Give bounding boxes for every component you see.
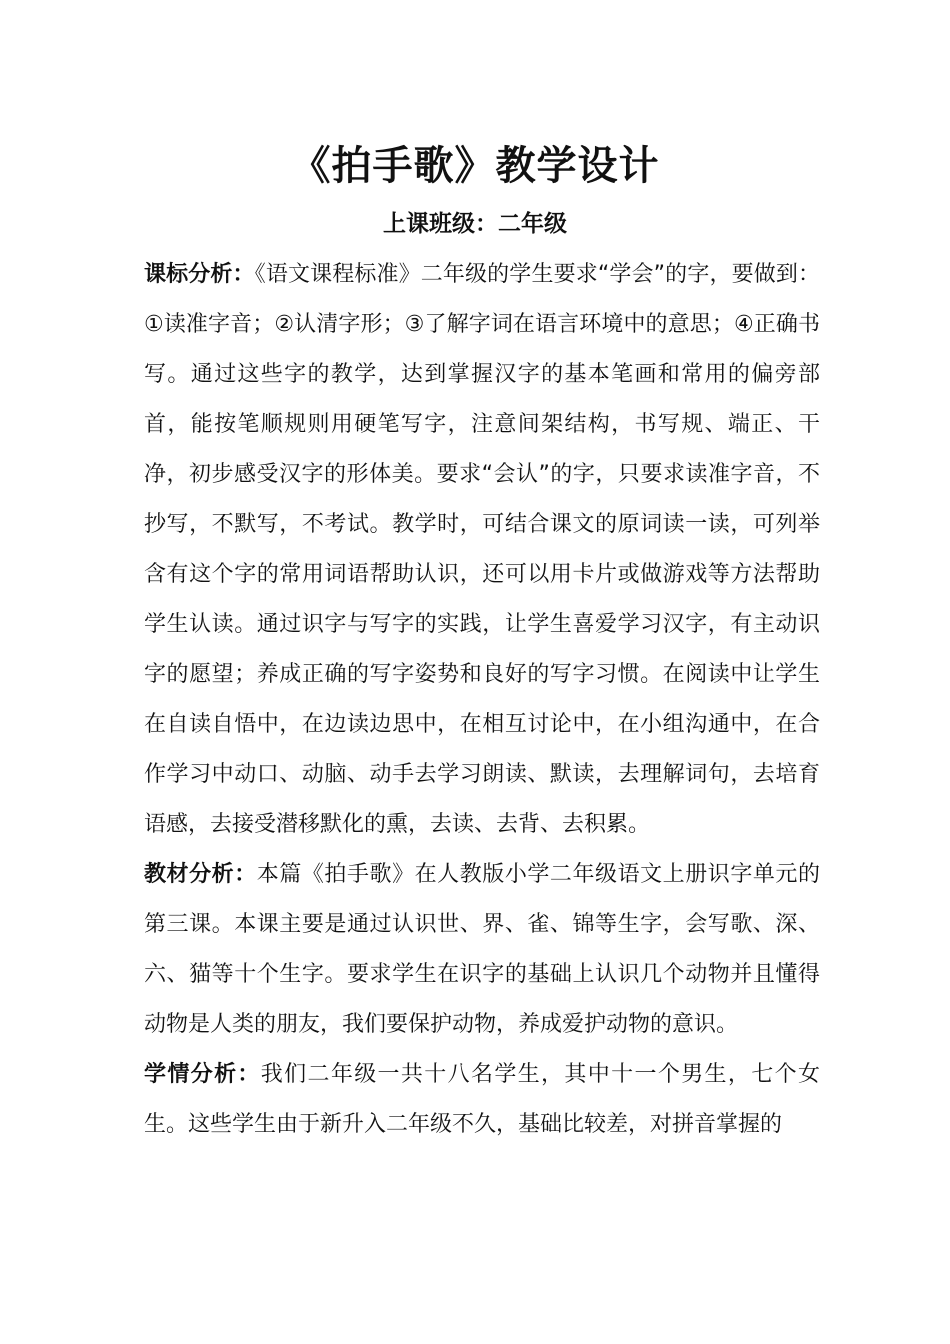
curriculum-analysis-text: 《语文课程标准》二年级的学生要求“学会”的字，要做到：①读准字音；②认清字形；③了解字词在语言环境中的意思；④正确书写。通过这些字的教学，达到掌握汉字的基本笔画和常用的偏旁部首，能按笔顺规则用硬笔写字，注意间架结构，书写规、端正、干净，初步感受汉字的形体美。要求“会认”的字，只要求读准字音，不抄写，不默写，不考试。教学时，可结合课文的原词读一读，可列举含有这个字的常用词语帮助认识，还可以用卡片或做游戏等方法帮助学生认读。通过识字与写字的实践，让学生喜爱学习汉字，有主动识字的愿望；养成正确的写字姿势和良好的写字习惯。在阅读中让学生在自读自悟中，在边读边思中，在相互讨论中，在小组沟通中，在合作学习中动口、动脑、动手去学习朗读、默读，去理解词句，去培育语感，去接受潜移默化的熏，去读、去背、去积累。	[144, 262, 820, 837]
document-title: 《拍手歌》教学设计	[290, 143, 660, 189]
document-body	[144, 250, 820, 1150]
class-level-subtitle: 上课班级：二年级	[383, 211, 567, 237]
textbook-analysis-paragraph	[144, 850, 820, 1050]
student-analysis-paragraph	[144, 1050, 820, 1150]
textbook-analysis-label: 教材分析：	[144, 862, 257, 887]
student-analysis-label: 学情分析：	[144, 1062, 261, 1087]
textbook-analysis-text: 本篇《拍手歌》在人教版小学二年级语文上册识字单元的第三课。本课主要是通过认识世、界、雀、锦等生字，会写歌、深、六、猫等十个生字。要求学生在识字的基础上认识几个动物并且懂得动物是人类的朋友，我们要保护动物，养成爱护动物的意识。	[144, 862, 820, 1037]
student-analysis-text: 我们二年级一共十八名学生，其中十一个男生，七个女生。这些学生由于新升入二年级不久，基础比较差，对拼音掌握的	[144, 1062, 820, 1137]
curriculum-analysis-paragraph	[144, 250, 820, 850]
curriculum-analysis-label: 课标分析：	[144, 262, 255, 287]
